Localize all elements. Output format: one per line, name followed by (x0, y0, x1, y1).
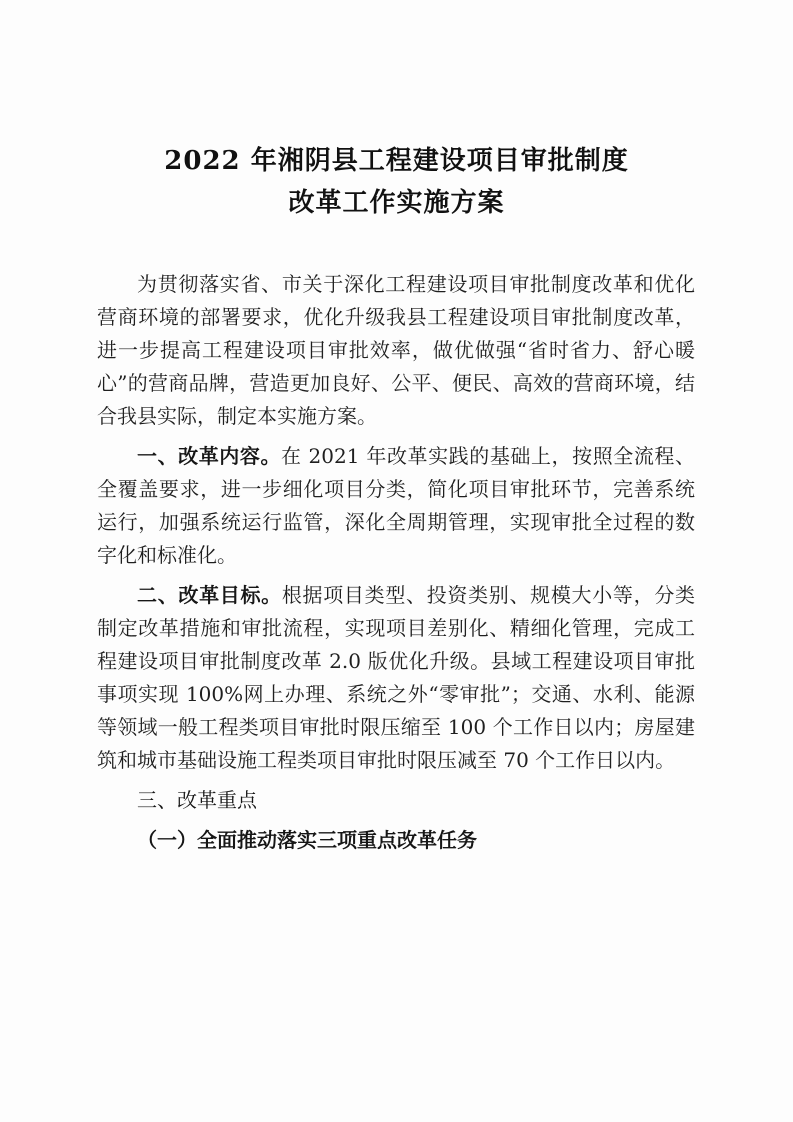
title-line-1: 2022 年湘阴县工程建设项目审批制度 (164, 146, 629, 176)
document-body (97, 268, 695, 857)
section-2-paragraph (97, 579, 695, 777)
section-1-paragraph (97, 440, 695, 572)
section-1-text: 在 2021 年改革实践的基础上，按照全流程、全覆盖要求，进一步细化项目分类，简化项目审批环节，完善系统运行，加强系统运行监管，深化全周期管理，实现审批全过程的数字化和标准化。 (97, 444, 695, 567)
title-line-2: 改革工作实施方案 (288, 188, 505, 218)
intro-paragraph: 为贯彻落实省、市关于深化工程建设项目审批制度改革和优化营商环境的部署要求，优化升级我县工程建设项目审批制度改革，进一步提高工程建设项目审批效率，做优做强“省时省力、舒心暖心”的营商品牌，营造更加良好、公平、便民、高效的营商环境，结合我县实际，制定本实施方案。 (97, 272, 695, 428)
section-1-heading: 一、改革内容。 (137, 444, 282, 468)
section-3-heading: 三、改革重点 (137, 788, 257, 812)
document-title (0, 140, 793, 224)
section-2-heading: 二、改革目标。 (137, 583, 282, 607)
section-2-text: 根据项目类型、投资类别、规模大小等，分类制定改革措施和审批流程，实现项目差别化、精细化管理，完成工程建设项目审批制度改革 2.0 版优化升级。县域工程建设项目审批事项实现 100%网上办理、系统之外“零审批”；交通、水利、能源等领域一般工程类项目审批时限压缩至 100 个工作日以内；房屋建筑和城市基础设施工程类项目审批时限压减至 70 个工作日以内。 (97, 583, 696, 772)
subsection-1-heading: （一）全面推动落实三项重点改革任务 (137, 828, 477, 852)
